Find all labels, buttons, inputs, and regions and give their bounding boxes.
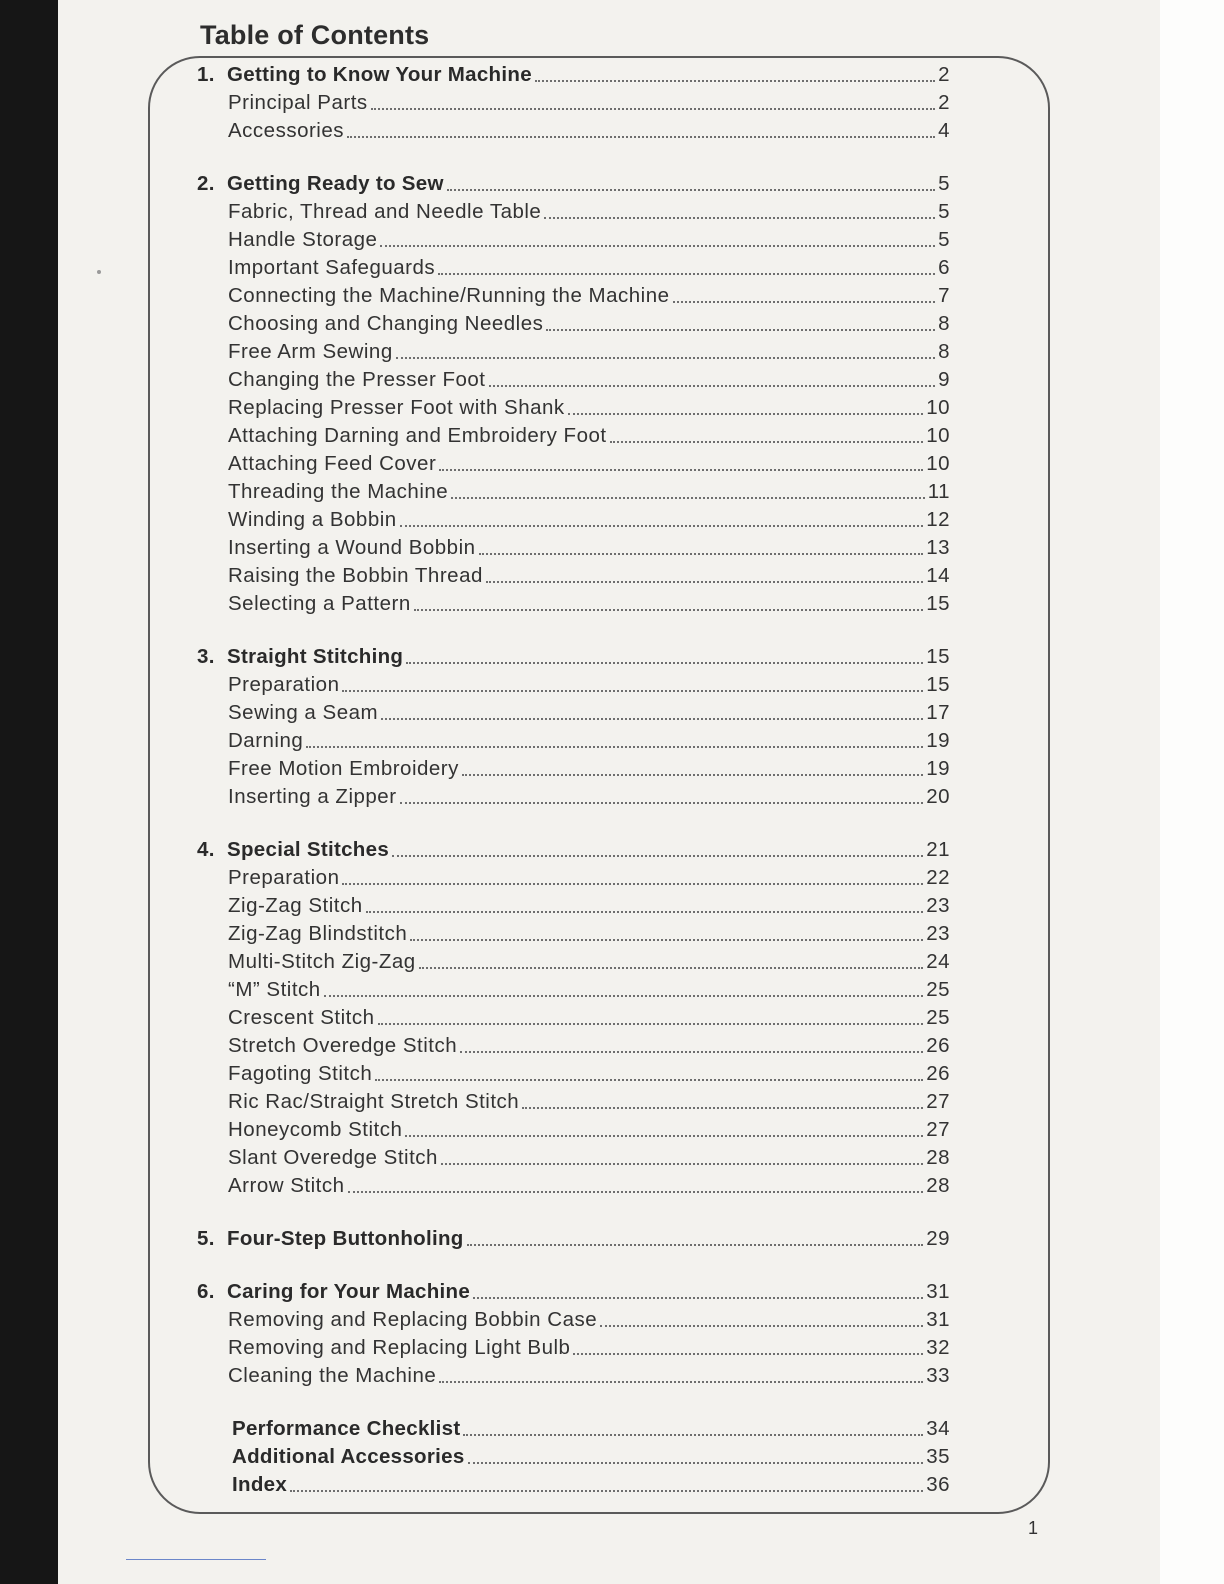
toc-chapter-row bbox=[197, 61, 950, 89]
toc-item-row bbox=[228, 1116, 950, 1144]
toc-chapter-title bbox=[232, 1471, 287, 1499]
toc-entry-text: Selecting a Pattern bbox=[228, 592, 411, 615]
dot-leader bbox=[600, 1325, 923, 1327]
toc-item-title bbox=[228, 699, 378, 727]
dot-leader bbox=[479, 553, 924, 555]
toc-page-number: 2 bbox=[938, 63, 950, 86]
toc-entry-text: Slant Overedge Stitch bbox=[228, 1146, 438, 1169]
toc-entry-text: Important Safeguards bbox=[228, 256, 436, 279]
dot-leader bbox=[342, 690, 923, 692]
toc-chapter-title bbox=[197, 61, 532, 89]
toc-chapter-number: 2. bbox=[197, 172, 215, 195]
toc-item-title bbox=[228, 1032, 457, 1060]
toc-item-title bbox=[228, 478, 448, 506]
dot-leader bbox=[405, 1135, 923, 1137]
toc-item-title bbox=[228, 198, 541, 226]
toc-item-row bbox=[228, 422, 950, 450]
toc-entry-text: Zig-Zag Blindstitch bbox=[228, 922, 408, 945]
toc-page-number: 25 bbox=[926, 978, 950, 1001]
toc-chapter-title bbox=[197, 643, 403, 671]
toc-item-row bbox=[228, 534, 950, 562]
toc-item-row bbox=[228, 755, 950, 783]
toc-item-row bbox=[228, 226, 950, 254]
toc-page-number: 33 bbox=[926, 1364, 950, 1387]
toc-item-title bbox=[228, 1060, 372, 1088]
toc-entry-text: Stretch Overedge Stitch bbox=[228, 1034, 458, 1057]
dot-leader bbox=[467, 1244, 924, 1246]
toc-item-title bbox=[228, 562, 483, 590]
toc-item-row bbox=[228, 478, 950, 506]
toc-item-row bbox=[228, 976, 950, 1004]
toc-page-number: 35 bbox=[926, 1445, 950, 1468]
toc-chapter-title bbox=[197, 1225, 464, 1253]
toc-chapter-row bbox=[197, 170, 950, 198]
toc-item-row bbox=[228, 506, 950, 534]
toc-entry-text: Free Motion Embroidery bbox=[228, 757, 459, 780]
toc-chapter-row bbox=[197, 1278, 950, 1306]
dot-leader bbox=[610, 441, 924, 443]
toc-entry-text: Multi-Stitch Zig-Zag bbox=[228, 950, 416, 973]
dot-leader bbox=[673, 301, 936, 303]
toc-item-title bbox=[228, 310, 543, 338]
toc-item-row bbox=[228, 1060, 950, 1088]
dot-leader bbox=[535, 80, 935, 82]
toc-entry-text: Crescent Stitch bbox=[228, 1006, 375, 1029]
toc-entry-text: Honeycomb Stitch bbox=[228, 1118, 403, 1141]
toc-page-number: 15 bbox=[926, 592, 950, 615]
dot-leader bbox=[573, 1353, 923, 1355]
toc-entry-text: Fagoting Stitch bbox=[228, 1062, 373, 1085]
toc-entry-text: Ric Rac/Straight Stretch Stitch bbox=[228, 1090, 520, 1113]
dot-leader bbox=[568, 413, 924, 415]
toc-item-row bbox=[228, 1172, 950, 1200]
toc-chapter-row bbox=[197, 1225, 950, 1253]
toc-item-title bbox=[228, 590, 411, 618]
dot-leader bbox=[486, 581, 923, 583]
toc-page-number: 36 bbox=[926, 1473, 950, 1496]
toc-item-row bbox=[228, 117, 950, 145]
dot-leader bbox=[400, 525, 924, 527]
toc-page-number: 29 bbox=[926, 1227, 950, 1250]
dot-leader bbox=[441, 1163, 923, 1165]
toc-item-row bbox=[228, 783, 950, 811]
dot-leader bbox=[396, 357, 935, 359]
dot-leader bbox=[342, 883, 923, 885]
toc-entry-text: Connecting the Machine/Running the Machine bbox=[228, 284, 670, 307]
toc-item-row bbox=[228, 282, 950, 310]
toc-entry-text: Fabric, Thread and Needle Table bbox=[228, 200, 542, 223]
toc-item-title bbox=[228, 783, 397, 811]
toc-item-title bbox=[228, 366, 486, 394]
toc-page-number: 23 bbox=[926, 922, 950, 945]
toc-page-number: 8 bbox=[938, 340, 950, 363]
toc-item-title bbox=[228, 864, 339, 892]
toc-entry-text: Attaching Darning and Embroidery Foot bbox=[228, 424, 607, 447]
toc-page-number: 27 bbox=[926, 1090, 950, 1113]
toc-chapter-row bbox=[232, 1415, 950, 1443]
toc-entry-text: Principal Parts bbox=[228, 91, 368, 114]
dot-leader bbox=[371, 108, 935, 110]
toc-page-number: 10 bbox=[926, 452, 950, 475]
toc-item-row bbox=[228, 1362, 950, 1390]
dot-leader bbox=[460, 1051, 923, 1053]
toc-page-number: 22 bbox=[926, 866, 950, 889]
toc-entry-text: Straight Stitching bbox=[227, 645, 404, 668]
toc-page-number: 8 bbox=[938, 312, 950, 335]
toc-entry-text: Index bbox=[232, 1473, 288, 1496]
toc-entry-text: Cleaning the Machine bbox=[228, 1364, 437, 1387]
toc-item-row bbox=[228, 892, 950, 920]
toc-entry-text: Winding a Bobbin bbox=[228, 508, 397, 531]
dot-leader bbox=[406, 662, 923, 664]
toc-chapter-number: 3. bbox=[197, 645, 215, 668]
toc-chapter-number: 4. bbox=[197, 838, 215, 861]
dot-leader bbox=[438, 273, 935, 275]
toc-item-row bbox=[228, 699, 950, 727]
toc-item-row bbox=[228, 1334, 950, 1362]
toc-page-number: 5 bbox=[938, 200, 950, 223]
toc-page-number: 7 bbox=[938, 284, 950, 307]
dot-leader bbox=[468, 1462, 924, 1464]
toc-entry-text: Performance Checklist bbox=[232, 1417, 461, 1440]
toc-item-title bbox=[228, 89, 368, 117]
toc-page-number: 11 bbox=[927, 480, 950, 503]
toc-entry-text: Choosing and Changing Needles bbox=[228, 312, 544, 335]
toc-page-number: 26 bbox=[926, 1062, 950, 1085]
toc-page-number: 28 bbox=[926, 1174, 950, 1197]
toc-chapter-number: 5. bbox=[197, 1227, 215, 1250]
dot-leader bbox=[473, 1297, 923, 1299]
toc-page-number: 12 bbox=[926, 508, 950, 531]
dot-leader bbox=[290, 1490, 923, 1492]
dot-leader bbox=[381, 718, 923, 720]
toc-page-number: 25 bbox=[926, 1006, 950, 1029]
toc-page-number: 15 bbox=[926, 645, 950, 668]
toc-entry-text: Arrow Stitch bbox=[228, 1174, 345, 1197]
toc-entry-text: Additional Accessories bbox=[232, 1445, 465, 1468]
toc-entry-text: Four-Step Buttonholing bbox=[227, 1227, 464, 1250]
footnote-rule bbox=[126, 1559, 266, 1560]
toc-page-number: 15 bbox=[926, 673, 950, 696]
toc-item-title bbox=[228, 976, 321, 1004]
dot-leader bbox=[348, 1191, 924, 1193]
toc-item-row bbox=[228, 1306, 950, 1334]
toc-item-title bbox=[228, 1144, 438, 1172]
toc-item-row bbox=[228, 1088, 950, 1116]
toc-chapter-title bbox=[197, 170, 444, 198]
toc-item-title bbox=[228, 534, 476, 562]
toc-item-title bbox=[228, 1116, 402, 1144]
toc-item-row bbox=[228, 366, 950, 394]
toc-page-number: 19 bbox=[926, 729, 950, 752]
dot-leader bbox=[366, 911, 924, 913]
toc-page-number: 26 bbox=[926, 1034, 950, 1057]
toc-entry-text: Inserting a Wound Bobbin bbox=[228, 536, 476, 559]
dot-leader bbox=[375, 1079, 923, 1081]
toc-page-number: 31 bbox=[926, 1308, 950, 1331]
toc-item-row bbox=[228, 920, 950, 948]
toc-page-number: 31 bbox=[926, 1280, 950, 1303]
toc-page-number: 4 bbox=[938, 119, 950, 142]
dot-leader bbox=[414, 609, 923, 611]
toc-item-title bbox=[228, 450, 436, 478]
toc-item-title bbox=[228, 1306, 597, 1334]
toc-page-number: 14 bbox=[926, 564, 950, 587]
toc-page-number: 9 bbox=[938, 368, 950, 391]
page-title: Table of Contents bbox=[200, 20, 430, 50]
toc-chapter-row bbox=[232, 1443, 950, 1471]
toc-item-title bbox=[228, 948, 416, 976]
toc-item-title bbox=[228, 338, 393, 366]
toc-page-number: 24 bbox=[926, 950, 950, 973]
toc-item-row bbox=[228, 338, 950, 366]
toc-entry-text: Darning bbox=[228, 729, 304, 752]
dot-leader bbox=[439, 1381, 923, 1383]
toc-page-number: 34 bbox=[926, 1417, 950, 1440]
toc-item-title bbox=[228, 892, 363, 920]
toc-page-number: 20 bbox=[926, 785, 950, 808]
toc-item-row bbox=[228, 562, 950, 590]
toc-item-row bbox=[228, 394, 950, 422]
toc-item-row bbox=[228, 89, 950, 117]
dot-leader bbox=[447, 189, 935, 191]
dot-leader bbox=[306, 746, 923, 748]
toc-item-title bbox=[228, 254, 435, 282]
dot-leader bbox=[378, 1023, 924, 1025]
toc-page-number: 28 bbox=[926, 1146, 950, 1169]
toc-entry-text: Changing the Presser Foot bbox=[228, 368, 486, 391]
toc-entry-text: Getting to Know Your Machine bbox=[227, 63, 532, 86]
toc-item-title bbox=[228, 1172, 345, 1200]
toc-entry-text: Inserting a Zipper bbox=[228, 785, 397, 808]
toc-item-row bbox=[228, 864, 950, 892]
toc-entry-text: Preparation bbox=[228, 866, 340, 889]
toc-item-title bbox=[228, 727, 303, 755]
toc-entry-text: Getting Ready to Sew bbox=[227, 172, 444, 195]
toc-entry-text: Handle Storage bbox=[228, 228, 378, 251]
dot-leader bbox=[324, 995, 923, 997]
toc-item-title bbox=[228, 394, 565, 422]
dot-leader bbox=[463, 1434, 923, 1436]
dot-leader bbox=[347, 136, 935, 138]
toc-entry-text: Sewing a Seam bbox=[228, 701, 379, 724]
toc-page-number: 6 bbox=[938, 256, 950, 279]
toc-entry-text: Attaching Feed Cover bbox=[228, 452, 437, 475]
toc-item-row bbox=[228, 727, 950, 755]
toc-page-number: 13 bbox=[926, 536, 950, 559]
toc-chapter-title bbox=[197, 836, 389, 864]
toc-page-number: 2 bbox=[938, 91, 950, 114]
toc-page-number: 21 bbox=[926, 838, 950, 861]
dot-leader bbox=[544, 217, 935, 219]
toc-page-number: 19 bbox=[926, 757, 950, 780]
toc-chapter-row bbox=[197, 836, 950, 864]
dot-leader bbox=[410, 939, 923, 941]
dot-leader bbox=[392, 855, 923, 857]
toc-chapter-row bbox=[232, 1471, 950, 1499]
page-number: 1 bbox=[1028, 1518, 1039, 1538]
toc-page-number: 5 bbox=[938, 172, 950, 195]
toc-chapter-number: 6. bbox=[197, 1280, 215, 1303]
toc-item-title bbox=[228, 755, 459, 783]
toc-item-title bbox=[228, 671, 339, 699]
toc-chapter-title bbox=[197, 1278, 470, 1306]
toc-chapter-title bbox=[232, 1443, 465, 1471]
toc-item-title bbox=[228, 506, 397, 534]
toc-item-row bbox=[228, 450, 950, 478]
dot-leader bbox=[462, 774, 923, 776]
toc-item-row bbox=[228, 1004, 950, 1032]
toc-entry-text: Threading the Machine bbox=[228, 480, 449, 503]
toc-item-title bbox=[228, 1334, 570, 1362]
toc-entry-text: Removing and Replacing Bobbin Case bbox=[228, 1308, 598, 1331]
toc-item-row bbox=[228, 254, 950, 282]
toc-page-number: 10 bbox=[926, 396, 950, 419]
toc-chapter-number: 1. bbox=[197, 63, 215, 86]
toc-entry-text: Zig-Zag Stitch bbox=[228, 894, 363, 917]
dot-leader bbox=[439, 469, 923, 471]
toc-item-title bbox=[228, 1362, 436, 1390]
toc-page-number: 17 bbox=[926, 701, 950, 724]
toc-item-title bbox=[228, 1004, 375, 1032]
toc-entry-text: Removing and Replacing Light Bulb bbox=[228, 1336, 571, 1359]
dot-leader bbox=[546, 329, 935, 331]
toc-entry-text: Accessories bbox=[228, 119, 345, 142]
toc-entry-text: “M” Stitch bbox=[228, 978, 321, 1001]
dot-leader bbox=[451, 497, 925, 499]
toc-item-row bbox=[228, 1144, 950, 1172]
toc-item-title bbox=[228, 422, 607, 450]
toc-page-number: 5 bbox=[938, 228, 950, 251]
toc-entry-text: Raising the Bobbin Thread bbox=[228, 564, 483, 587]
toc-entry-text: Caring for Your Machine bbox=[227, 1280, 471, 1303]
toc-page-number: 10 bbox=[926, 424, 950, 447]
dot-leader bbox=[400, 802, 924, 804]
toc-entry-text: Special Stitches bbox=[227, 838, 390, 861]
toc-chapter-title bbox=[232, 1415, 460, 1443]
toc-page-number: 27 bbox=[926, 1118, 950, 1141]
toc-item-title bbox=[228, 1088, 519, 1116]
toc-item-title bbox=[228, 117, 344, 145]
toc-item-row bbox=[228, 948, 950, 976]
toc-item-title bbox=[228, 282, 670, 310]
toc-item-row bbox=[228, 1032, 950, 1060]
toc-item-title bbox=[228, 226, 377, 254]
toc-page-number: 32 bbox=[926, 1336, 950, 1359]
toc-page-number: 23 bbox=[926, 894, 950, 917]
dot-leader bbox=[522, 1107, 923, 1109]
toc-item-title bbox=[228, 920, 407, 948]
toc-entry-text: Preparation bbox=[228, 673, 340, 696]
toc-item-row bbox=[228, 671, 950, 699]
dot-leader bbox=[489, 385, 936, 387]
toc-item-row bbox=[228, 590, 950, 618]
toc-chapter-row bbox=[197, 643, 950, 671]
toc-item-row bbox=[228, 198, 950, 226]
toc-entry-text: Replacing Presser Foot with Shank bbox=[228, 396, 565, 419]
dot-leader bbox=[380, 245, 935, 247]
toc-entry-text: Free Arm Sewing bbox=[228, 340, 393, 363]
dot-leader bbox=[419, 967, 923, 969]
toc-item-row bbox=[228, 310, 950, 338]
